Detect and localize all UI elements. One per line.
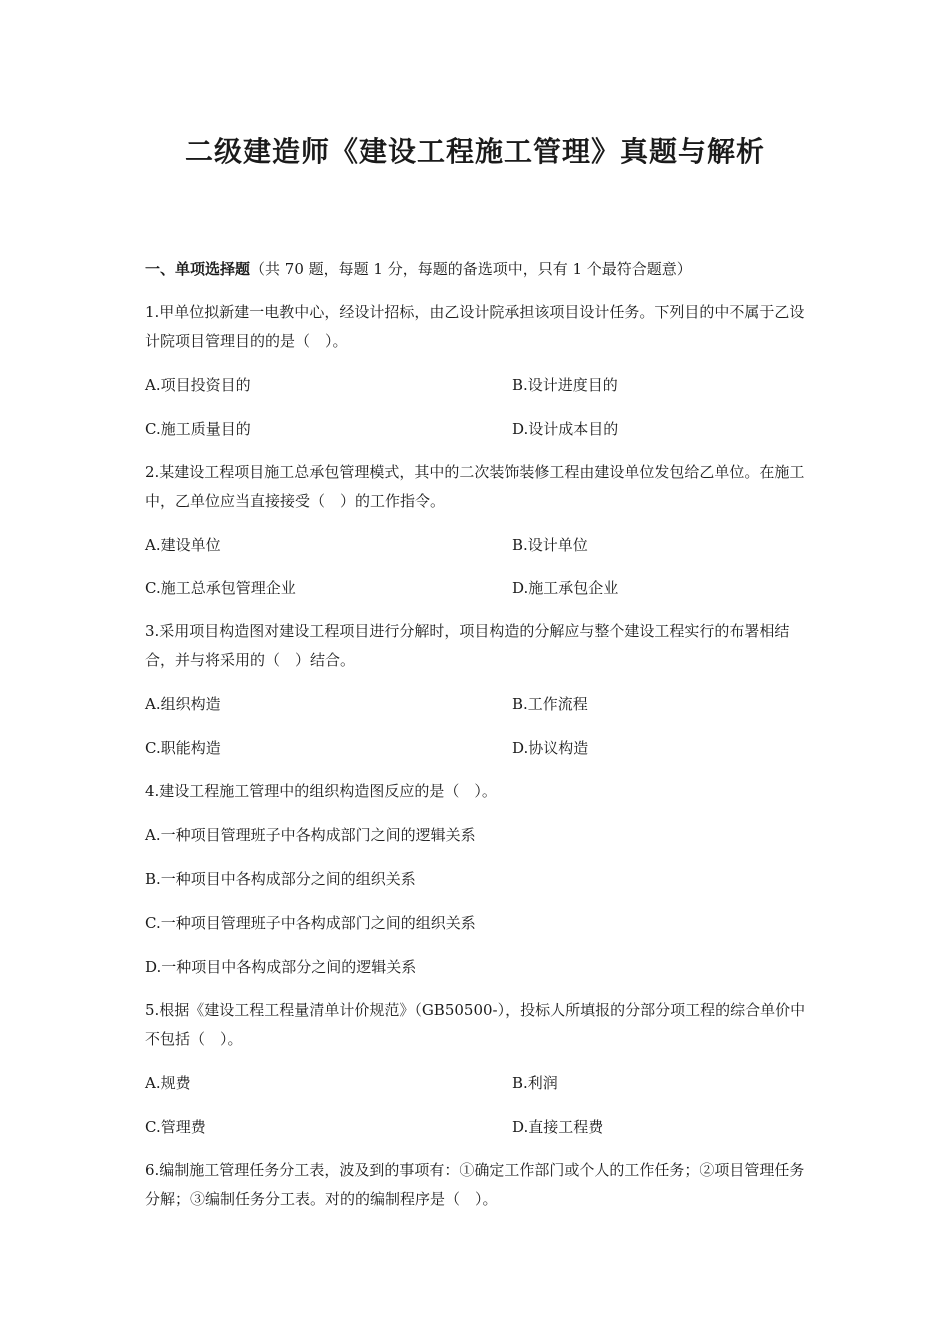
question-1-option-c: C.施工质量目的 <box>145 420 251 438</box>
question-5-option-c: C.管理费 <box>145 1118 206 1136</box>
question-3-stem: 3.采用项目构造图对建设工程项目进行分解时，项目构造的分解应与整个建设工程实行的布署相结合，并与将采用的（ ）结合。 <box>145 622 790 669</box>
question-1-stem: 1.甲单位拟新建一电教中心，经设计招标，由乙设计院承担该项目设计任务。下列目的中不属于乙设计院项目管理目的的是（ ）。 <box>145 303 805 350</box>
question-6-stem: 6.编制施工管理任务分工表，波及到的事项有：①确定工作部门或个人的工作任务；②项目管理任务分解；③编制任务分工表。对的的编制程序是（ ）。 <box>145 1161 805 1208</box>
question-1-option-b: B.设计进度目的 <box>512 376 618 394</box>
question-3-option-a: A.组织构造 <box>145 695 221 713</box>
question-3-option-b: B.工作流程 <box>512 695 588 713</box>
question-5-option-a: A.规费 <box>145 1074 191 1092</box>
section-heading-label: 一、单项选择题 <box>145 260 251 278</box>
question-3-option-d: D.协议构造 <box>512 739 589 757</box>
question-4-option-a: A.一种项目管理班子中各构成部门之间的逻辑关系 <box>145 826 476 844</box>
question-4-stem: 4.建设工程施工管理中的组织构造图反应的是（ ）。 <box>145 782 497 800</box>
question-1-option-d: D.设计成本目的 <box>512 420 619 438</box>
question-2-stem: 2.某建设工程项目施工总承包管理模式，其中的二次装饰装修工程由建设单位发包给乙单位。在施工中，乙单位应当直接接受（ ）的工作指令。 <box>145 463 805 510</box>
question-1-option-a: A.项目投资目的 <box>145 376 251 394</box>
question-5-stem: 5.根据《建设工程工程量清单计价规范》（GB50500-），投标人所填报的分部分项工程的综合单价中不包括（ ）。 <box>145 1001 806 1048</box>
question-5-option-d: D.直接工程费 <box>512 1118 604 1136</box>
question-4-option-d: D.一种项目中各构成部分之间的逻辑关系 <box>145 958 417 976</box>
question-3-option-c: C.职能构造 <box>145 739 221 757</box>
document-title: 二级建造师《建设工程施工管理》真题与解析 <box>184 135 765 168</box>
question-2-option-b: B.设计单位 <box>512 536 588 554</box>
question-2-option-d: D.施工承包企业 <box>512 579 619 597</box>
question-4-option-c: C.一种项目管理班子中各构成部门之间的组织关系 <box>145 914 476 932</box>
question-4-option-b: B.一种项目中各构成部分之间的组织关系 <box>145 870 416 888</box>
question-2-option-a: A.建设单位 <box>145 536 221 554</box>
section-heading-note: （共 70 题，每题 1 分，每题的备选项中，只有 1 个最符合题意） <box>250 260 692 278</box>
section-heading <box>145 258 692 280</box>
question-5-option-b: B.利润 <box>512 1074 558 1092</box>
question-2-option-c: C.施工总承包管理企业 <box>145 579 296 597</box>
